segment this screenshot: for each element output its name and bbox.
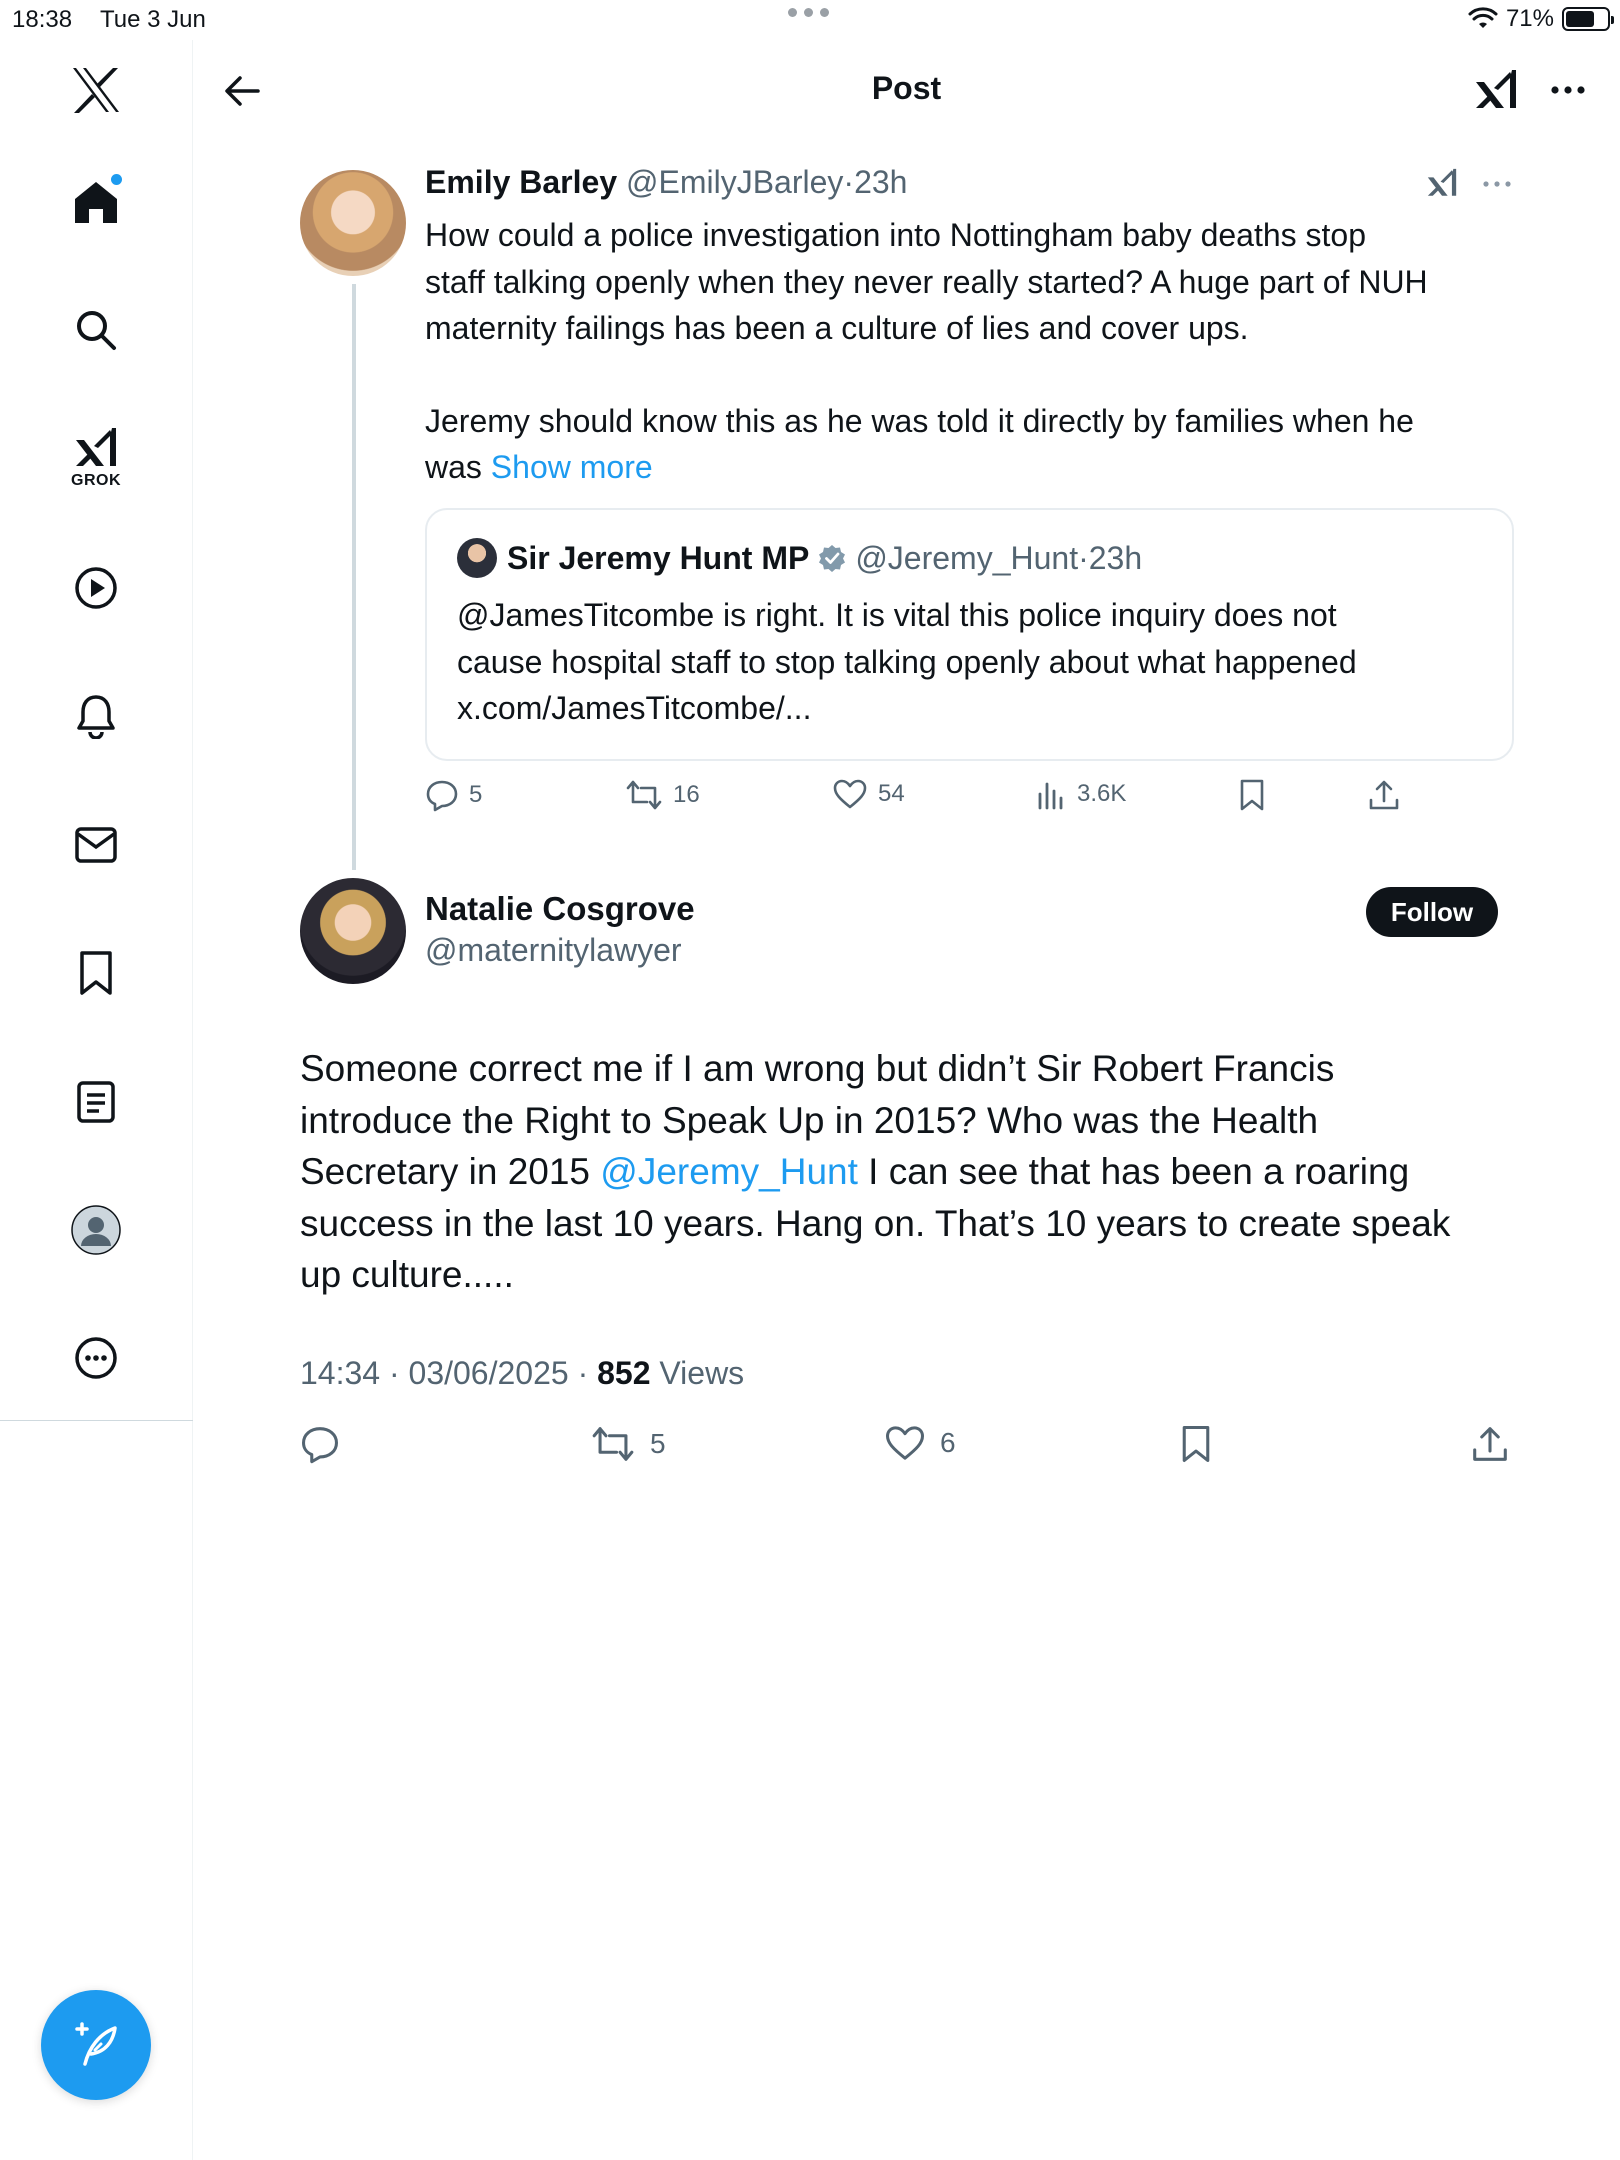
sidebar-item-notifications[interactable] [56,676,136,756]
tweet-text-fragment: was [425,449,491,485]
list-icon [76,1080,116,1124]
reply-icon [425,778,459,812]
share-button[interactable] [1470,1424,1510,1464]
search-icon [74,308,118,352]
compose-feather-icon [71,2020,121,2070]
reply-button[interactable] [425,778,482,812]
tweet-text-line [300,1146,1515,1198]
quoted-tweet-text [457,592,1487,732]
sidebar-item-profile[interactable] [56,1190,136,1270]
grok-button[interactable] [1472,66,1520,119]
battery-percent: 71% [1505,5,1554,32]
status-bar [0,0,1620,40]
more-horizontal-icon [1546,68,1590,112]
profile-avatar-icon [71,1205,121,1255]
repost-count: 5 [650,1428,666,1459]
share-icon [1470,1424,1510,1464]
sidebar-item-search[interactable] [56,290,136,370]
tweet-text-line: Someone correct me if I am wrong but didn’t Sir Robert Francis [300,1048,1335,1089]
repost-count: 16 [673,781,700,808]
sidebar [0,40,193,2160]
tweet-text-line: success in the last 10 years. Hang on. That’s 10 years to create speak [300,1202,1451,1244]
sidebar-item-video[interactable] [56,548,136,628]
heart-icon [884,1424,926,1462]
like-count: 54 [878,780,905,807]
analytics-icon [1035,778,1067,810]
play-icon [74,566,118,610]
quoted-text-line: @JamesTitcombe is right. It is vital this police inquiry does not [457,597,1337,633]
tweet-text-fragment: I can see that has been a roaring [857,1151,1410,1192]
more-button[interactable] [1546,68,1590,117]
tweet-text [425,212,1515,491]
sidebar-item-bookmarks[interactable] [56,933,136,1013]
battery-icon [1562,7,1610,31]
quoted-author-row [457,538,1142,578]
sidebar-item-more[interactable] [56,1318,136,1398]
tweet-time[interactable]: 23h [854,164,908,200]
author-name[interactable]: Natalie Cosgrove [425,890,695,927]
page-header [193,40,1620,140]
sidebar-divider [0,1420,193,1421]
tweet-text [300,1043,1515,1301]
sidebar-item-messages[interactable] [56,805,136,885]
quoted-tweet-time: 23h [1088,539,1143,576]
views-count: 852 [597,1355,651,1391]
repost-icon [590,1424,636,1464]
reply-button[interactable] [300,1424,340,1464]
quoted-tweet-card[interactable] [425,508,1514,761]
mail-icon [74,825,118,865]
tweet-text-line [425,444,1515,491]
bookmark-icon [1178,1424,1214,1464]
reply-icon [300,1424,340,1464]
author-handle[interactable]: @EmilyJBarley [626,164,844,200]
page-title: Post [871,70,942,106]
quoted-text-line: cause hospital staff to stop talking openly about what happened [457,643,1357,680]
views-count: 3.6K [1077,780,1127,807]
tweet-text-line: introduce the Right to Speak Up in 2015? Who was the Health [300,1099,1319,1141]
repost-button[interactable] [590,1424,666,1464]
tweet-text-line: How could a police investigation into Nottingham baby deaths stop [425,217,1367,253]
views-label: Views [650,1355,745,1391]
thread-connector-line [352,284,356,870]
tweet-timestamp[interactable]: 14:34 · 03/06/2025 · [300,1355,598,1391]
grok-icon [72,426,120,470]
like-button[interactable] [832,778,905,810]
tweet-meta [300,1355,744,1392]
quoted-author-handle: @Jeremy_Hunt [855,539,1079,576]
grok-label: GROK [71,472,121,489]
mention-link[interactable]: @Jeremy_Hunt [600,1151,858,1192]
tweet-text-fragment: Secretary in 2015 [300,1151,601,1192]
notification-dot [111,174,122,185]
sidebar-item-grok[interactable] [56,418,136,498]
more-horizontal-icon [1480,172,1514,196]
tweet-text-line: maternity failings has been a culture of lies and cover ups. [425,310,1249,346]
quoted-text-line: x.com/JamesTitcombe/... [457,690,812,726]
bell-icon [74,693,118,739]
tweet-action-bar [425,778,1525,822]
grok-icon [1472,66,1520,114]
avatar[interactable] [300,878,406,984]
heart-icon [832,778,868,810]
follow-button[interactable]: Follow [1366,887,1498,937]
avatar [457,538,497,578]
wifi-icon [1468,7,1498,31]
views-button[interactable] [1035,778,1126,810]
bookmark-button[interactable] [1178,1424,1214,1464]
separator-dot: · [843,164,855,200]
bookmark-icon [76,950,116,996]
author-handle[interactable]: @maternitylawyer [425,932,682,968]
repost-icon [625,778,663,812]
status-date: Tue 3 Jun [100,6,206,33]
bookmark-icon [1237,778,1267,812]
like-button[interactable] [884,1424,956,1462]
tweet-more-button[interactable] [1480,172,1514,201]
show-more-link[interactable]: Show more [490,449,653,485]
share-button[interactable] [1367,778,1401,812]
verified-badge-icon [817,543,847,573]
home-icon [73,179,119,225]
tweet-text-line: up culture..... [300,1254,514,1295]
tweet-text-line: Jeremy should know this as he was told it directly by families when he [425,402,1414,439]
tweet-text-line: staff talking openly when they never really started? A huge part of NUH [425,263,1428,300]
status-right [1468,5,1610,33]
sidebar-item-lists[interactable] [56,1062,136,1142]
tweet-author-row [425,164,907,201]
reply-count: 5 [469,781,483,808]
multitask-dots-icon[interactable] [788,8,829,17]
repost-button[interactable] [625,778,700,812]
share-icon [1367,778,1401,812]
more-circle-icon [74,1336,118,1380]
separator-dot: · [1078,539,1089,576]
quoted-author-name: Sir Jeremy Hunt MP [507,539,810,576]
grok-icon [1425,166,1459,200]
sidebar-item-home[interactable] [56,162,136,242]
status-time: 18:38 [12,6,73,33]
like-count: 6 [940,1427,956,1458]
compose-button[interactable] [41,1990,151,2100]
avatar[interactable] [300,170,406,276]
author-name[interactable]: Emily Barley [425,164,618,200]
grok-explain-button[interactable] [1425,166,1459,205]
tweet-action-bar [300,1424,1515,1480]
bookmark-button[interactable] [1237,778,1267,812]
x-logo-icon[interactable] [56,50,136,130]
